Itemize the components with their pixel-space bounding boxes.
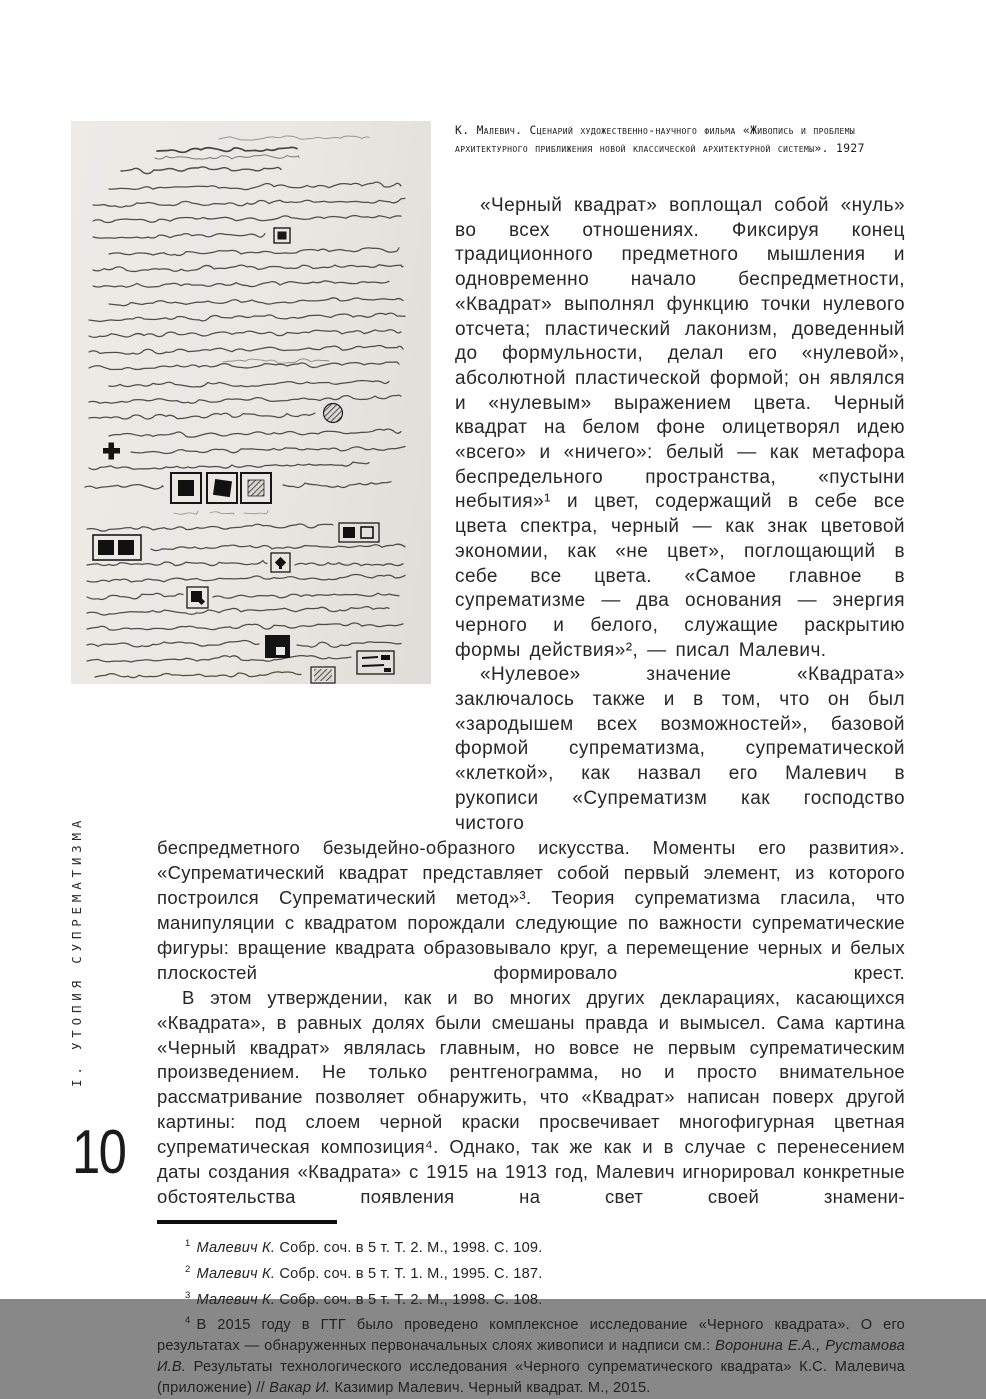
paragraph: В этом утверждении, как и во многих других декларациях, касающихся «Квадрата», в равных долях были смешаны правда и вымысел. Сама картина «Черный квадрат» являлась главным, но вовсе не первым супрематическим произведением. Не только рентгенограмма, но и просто внимательное рассматривание позволяет обнаружить, что «Квадрат» написан поверх другой картины: под слоем черной краски просвечивает многофигурная цветная супрематическая композиция⁴. Однако, так же как и в случае с перенесением даты создания «Квадрата» с 1915 на 1913 год, Малевич игнорировал конкретные обстоятельства появления на свет своей знамени- xyxy=(157,986,905,1207)
footnote-author: Малевич К. xyxy=(196,1265,276,1282)
paragraph: беспредметного безыдейно-образного искусства. Моменты его развития». «Супрематический квадрат представляет собой первый элемент, из которого построился Супрематический метод»³. Теория супрематизма гласила, что манипуляции с квадратом порождали следующие по важности супрематические фигуры: вращение квадрата образовывало круг, а перемещение черных и белых плоскостей формировало крест. xyxy=(157,837,905,983)
paragraph: «Черный квадрат» воплощал собой «нуль» во всех отношениях. Фиксируя конец традиционного предметного мышления и одновременно начало беспредметности, «Квадрат» выполнял функцию точки нулевого отсчета; пластический лаконизм, доведенный до формульности, делал его «нулевой», абсолютной пластической формой; он являлся и «нулевым» выражением цвета. Черный квадрат на белом фоне олицетворял идею «всего» и «ничего»: белый — как метафора беспредельного пространства, «пустыни небытия»¹ и цвет, содержащий в себе все цвета спектра, черный — как знак цветовой экономии, как «не цвет», поглощающий в себе все цвета. «Самое главное в супрематизме — два основания — энергия черного и белого, служащие раскрытию формы действия»², — писал Малевич. xyxy=(455,195,905,661)
footnote-text: Результаты технологического исследования «Черного супрематического квадрата» К.С. Малевича (приложение) // xyxy=(157,1359,905,1397)
footnote-text: В 2015 году в ГТГ было проведено комплексное исследование «Черного квадрата». О его результатах — обнаруженных первоначальных слоях живописи и надписи см.: xyxy=(157,1317,905,1355)
footnote-marker: 1 xyxy=(185,1237,191,1249)
square-pair-sketch xyxy=(93,535,141,560)
footnote xyxy=(157,1259,905,1285)
section-sidebar-label: I. УТОПИЯ СУПРЕМАТИЗМА xyxy=(69,815,84,1087)
paragraph: «Нулевое» значение «Квадрата» заключалось также и в том, что он был «зародышем всех возможностей», базовой формой супрематизма, супрематической «клеткой», как назвал его Малевич в рукописи «Супрематизм как господство чистого xyxy=(455,664,905,834)
footnotes xyxy=(157,1233,905,1399)
footnote-author: Малевич К. xyxy=(196,1291,276,1308)
footnote-text: Собр. соч. в 5 т. Т. 2. М., 1998. С. 109. xyxy=(275,1239,543,1256)
full-width-text xyxy=(157,836,905,1210)
footnote xyxy=(157,1310,905,1399)
right-column xyxy=(455,122,905,836)
footnote xyxy=(157,1285,905,1311)
text-block xyxy=(157,121,905,1399)
footnote xyxy=(157,1233,905,1259)
footnote-author: Воронина Е.А., Рустамова И.В. xyxy=(157,1338,905,1376)
figure-caption: К. Малевич. Сценарий художественно-научного фильма «Живопись и проблемы архитектурного приближения новой классической архитектурной системы». 1927 xyxy=(455,124,865,155)
footnote-marker: 2 xyxy=(185,1263,191,1275)
two-column-section xyxy=(157,122,905,836)
footnote-author: Вакар И. xyxy=(269,1380,331,1397)
column-text xyxy=(455,194,905,836)
footnote-marker: 3 xyxy=(185,1289,191,1301)
footnote-separator xyxy=(157,1220,337,1224)
footnote-text: Казимир Малевич. Черный квадрат. М., 2015. xyxy=(330,1380,651,1397)
footnote-author: Малевич К. xyxy=(196,1239,276,1256)
footnote-marker: 4 xyxy=(185,1315,191,1327)
cross-sketch xyxy=(103,443,120,460)
footnote-text: Собр. соч. в 5 т. Т. 2. М., 1998. С. 108. xyxy=(275,1291,543,1308)
footnote-text: Собр. соч. в 5 т. Т. 1. М., 1995. С. 187. xyxy=(275,1265,543,1282)
page-number: 10 xyxy=(72,1118,126,1187)
